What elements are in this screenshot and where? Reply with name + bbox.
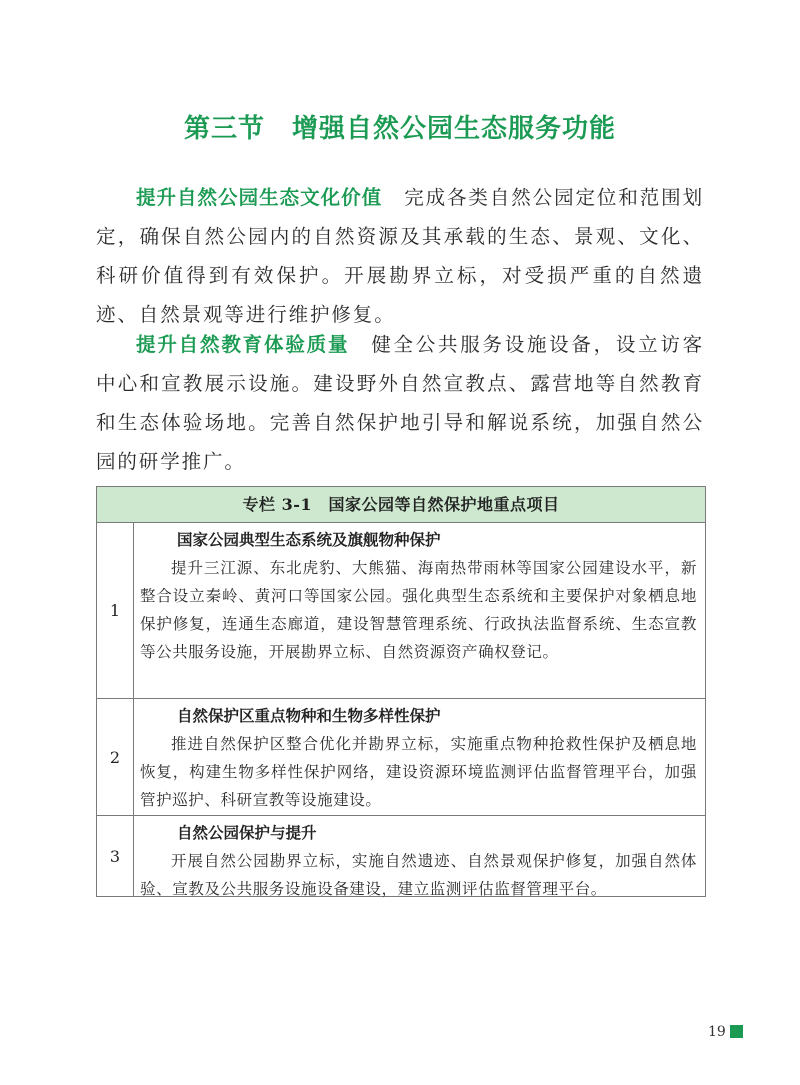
row-text: 提升三江源、东北虎豹、大熊猫、海南热带雨林等国家公园建设水平，新整合设立秦岭、黄河口等国家公园。强化典型生态系统和主要保护对象栖息地保护修复，连通生态廊道，建设智慧管理系统、行政执法监督系统、生态宣教等公共服务设施，开展勘界立标、自然资源资产确权登记。	[140, 559, 697, 661]
row-text: 推进自然保护区整合优化并勘界立标，实施重点物种抢救性保护及栖息地恢复，构建生物多样性保护网络，建设资源环境监测评估监督管理平台，加强管护巡护、科研宣教等设施建设。	[140, 735, 697, 809]
paragraph-text: 健全公共服务设施设备，设立访客中心和宣教展示设施。建设野外自然宣教点、露营地等自然教育和生态体验场地。完善自然保护地引导和解说系统，加强自然公园的研学推广。	[96, 333, 704, 473]
feature-box-row	[97, 816, 705, 896]
feature-box-header: 专栏 3-1 国家公园等自然保护地重点项目	[97, 487, 705, 523]
row-body	[134, 699, 705, 815]
row-number: 3	[97, 816, 134, 896]
feature-box-row	[97, 699, 705, 816]
page-marker-square-icon	[730, 1025, 743, 1038]
row-title: 自然公园保护与提升	[177, 823, 317, 842]
row-title: 国家公园典型生态系统及旗舰物种保护	[177, 530, 441, 549]
paragraph-cultural-value	[96, 178, 704, 334]
paragraph-lead: 提升自然公园生态文化价值	[136, 186, 383, 209]
row-body	[134, 523, 705, 698]
row-number: 1	[97, 523, 134, 698]
row-text: 开展自然公园勘界立标，实施自然遗迹、自然景观保护修复，加强自然体验、宣教及公共服务设施设备建设，建立监测评估监督管理平台。	[140, 852, 697, 898]
paragraph-text: 完成各类自然公园定位和范围划定，确保自然公园内的自然资源及其承载的生态、景观、文化、科研价值得到有效保护。开展勘界立标，对受损严重的自然遗迹、自然景观等进行维护修复。	[96, 186, 704, 326]
page-number: 19	[708, 1024, 726, 1040]
paragraph-education-quality	[96, 325, 704, 481]
feature-box	[96, 486, 706, 897]
row-title: 自然保护区重点物种和生物多样性保护	[177, 706, 441, 725]
paragraph-lead: 提升自然教育体验质量	[136, 333, 350, 356]
feature-box-row	[97, 523, 705, 699]
row-body	[134, 816, 705, 896]
section-title: 第三节 增强自然公园生态服务功能	[183, 114, 616, 144]
row-number: 2	[97, 699, 134, 815]
